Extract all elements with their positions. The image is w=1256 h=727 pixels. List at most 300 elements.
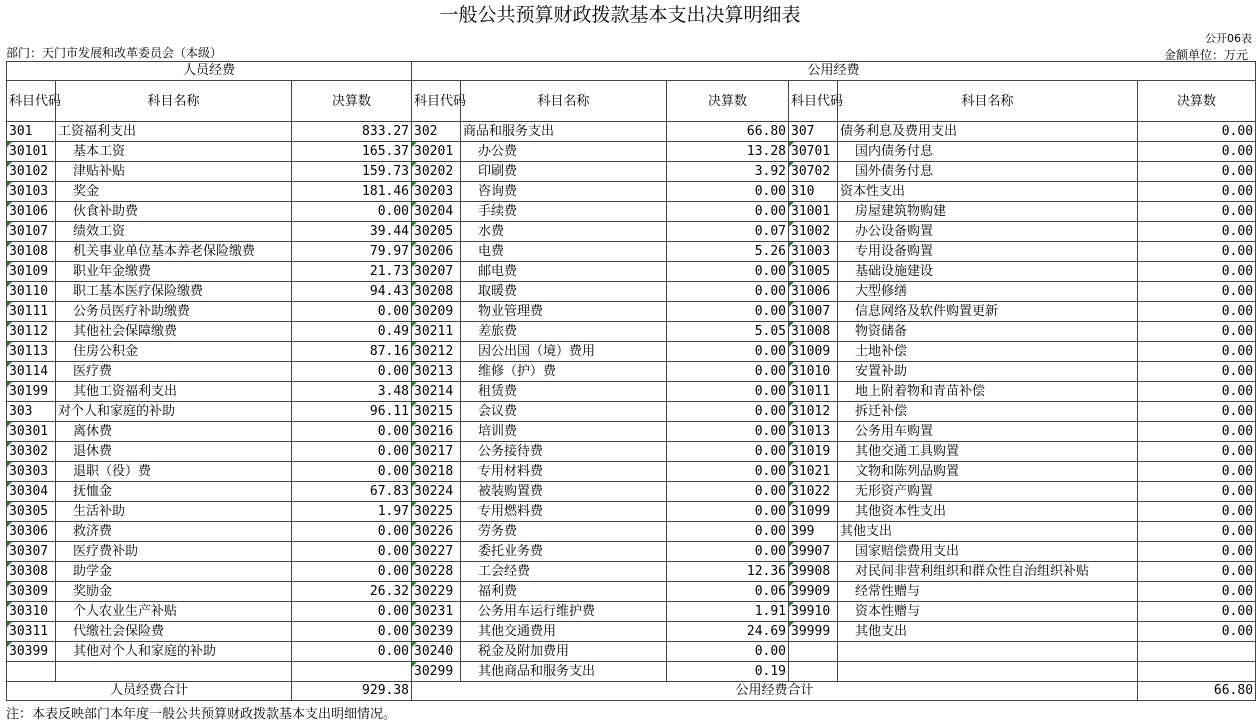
public-b-amount-cell: 0.00	[1138, 302, 1256, 322]
table-row	[7, 402, 1256, 422]
public-b-code-cell: 31001	[789, 202, 838, 222]
public-b-code-cell: 31012	[789, 402, 838, 422]
public-b-name-cell: 地上附着物和青苗补偿	[838, 382, 1138, 402]
personnel-code-cell: 30106	[7, 202, 56, 222]
table-row	[7, 522, 1256, 542]
public-b-amount-cell: 0.00	[1138, 482, 1256, 502]
table-row	[7, 122, 1256, 142]
public-a-amount-cell: 0.00	[667, 282, 789, 302]
personnel-code-cell: 30102	[7, 162, 56, 182]
public-b-code-cell: 310	[789, 182, 838, 202]
public-a-code-cell: 30209	[412, 302, 461, 322]
public-a-amount-cell: 0.07	[667, 222, 789, 242]
personnel-amount-cell: 165.37	[292, 142, 412, 162]
public-a-amount-cell: 0.00	[667, 462, 789, 482]
public-b-amount-cell: 0.00	[1138, 162, 1256, 182]
public-b-name-cell: 国外债务付息	[838, 162, 1138, 182]
public-a-amount-cell: 0.00	[667, 262, 789, 282]
public-a-name-cell: 取暖费	[461, 282, 667, 302]
public-a-name-cell: 福利费	[461, 582, 667, 602]
personnel-amount-cell: 39.44	[292, 222, 412, 242]
public-b-amount-cell: 0.00	[1138, 402, 1256, 422]
personnel-amount-cell: 79.97	[292, 242, 412, 262]
public-a-code-cell: 30226	[412, 522, 461, 542]
table-row	[7, 422, 1256, 442]
table-row	[7, 142, 1256, 162]
public-a-name-cell: 差旅费	[461, 322, 667, 342]
public-a-name-cell: 会议费	[461, 402, 667, 422]
public-a-code-cell: 30201	[412, 142, 461, 162]
public-b-name-cell: 土地补偿	[838, 342, 1138, 362]
personnel-code-cell: 30107	[7, 222, 56, 242]
public-a-code-cell: 30214	[412, 382, 461, 402]
public-b-amount-cell: 0.00	[1138, 382, 1256, 402]
table-row	[7, 382, 1256, 402]
public-b-amount-cell: 0.00	[1138, 462, 1256, 482]
public-a-amount-cell: 0.00	[667, 182, 789, 202]
personnel-code-cell: 30399	[7, 642, 56, 662]
public-b-name-cell: 大型修缮	[838, 282, 1138, 302]
col-code-header: 科目代码	[789, 81, 838, 122]
public-b-name-cell: 安置补助	[838, 362, 1138, 382]
public-b-name-cell: 国家赔偿费用支出	[838, 542, 1138, 562]
public-a-amount-cell: 0.00	[667, 402, 789, 422]
table-row	[7, 262, 1256, 282]
public-b-code-cell: 39909	[789, 582, 838, 602]
public-a-name-cell: 邮电费	[461, 262, 667, 282]
public-a-code-cell: 30299	[412, 662, 461, 682]
public-b-amount-cell: 0.00	[1138, 282, 1256, 302]
public-b-amount-cell: 0.00	[1138, 442, 1256, 462]
public-a-name-cell: 物业管理费	[461, 302, 667, 322]
personnel-amount-cell: 181.46	[292, 182, 412, 202]
public-a-amount-cell: 3.92	[667, 162, 789, 182]
table-row	[7, 542, 1256, 562]
public-a-amount-cell: 0.00	[667, 202, 789, 222]
table-row	[7, 582, 1256, 602]
public-a-code-cell: 30205	[412, 222, 461, 242]
public-b-name-cell: 其他交通工具购置	[838, 442, 1138, 462]
personnel-name-cell: 救济费	[56, 522, 292, 542]
personnel-total-value: 929.38	[292, 682, 412, 701]
public-b-code-cell: 31010	[789, 362, 838, 382]
table-body	[7, 62, 1256, 701]
personnel-amount-cell: 0.00	[292, 562, 412, 582]
public-b-name-cell: 公务用车购置	[838, 422, 1138, 442]
personnel-code-cell: 30199	[7, 382, 56, 402]
public-a-code-cell: 30202	[412, 162, 461, 182]
personnel-code-cell: 30303	[7, 462, 56, 482]
public-a-code-cell: 30204	[412, 202, 461, 222]
personnel-code-cell: 30302	[7, 442, 56, 462]
expenditure-table	[6, 61, 1256, 701]
public-a-code-cell: 30217	[412, 442, 461, 462]
personnel-code-cell: 30110	[7, 282, 56, 302]
public-b-amount-cell: 0.00	[1138, 182, 1256, 202]
personnel-amount-cell: 0.00	[292, 422, 412, 442]
personnel-name-cell: 工资福利支出	[56, 122, 292, 142]
personnel-name-cell: 奖金	[56, 182, 292, 202]
public-b-name-cell: 房屋建筑物购建	[838, 202, 1138, 222]
public-b-code-cell: 31021	[789, 462, 838, 482]
public-a-amount-cell: 0.00	[667, 422, 789, 442]
col-code-header: 科目代码	[412, 81, 461, 122]
personnel-name-cell: 抚恤金	[56, 482, 292, 502]
public-b-name-cell: 资本性赠与	[838, 602, 1138, 622]
public-a-code-cell: 30239	[412, 622, 461, 642]
public-a-amount-cell: 66.80	[667, 122, 789, 142]
public-a-name-cell: 公务用车运行维护费	[461, 602, 667, 622]
form-number: 公开06表	[1205, 32, 1252, 45]
personnel-total-label: 人员经费合计	[7, 682, 292, 701]
public-b-code-cell: 39999	[789, 622, 838, 642]
unit-label: 金额单位：万元	[1163, 48, 1248, 62]
public-a-amount-cell: 0.06	[667, 582, 789, 602]
personnel-name-cell: 其他社会保障缴费	[56, 322, 292, 342]
public-a-name-cell: 水费	[461, 222, 667, 242]
col-amount-header: 决算数	[292, 81, 412, 122]
public-b-amount-cell: 0.00	[1138, 542, 1256, 562]
public-b-name-cell: 文物和陈列品购置	[838, 462, 1138, 482]
page-title: 一般公共预算财政拨款基本支出决算明细表	[439, 4, 801, 26]
public-a-amount-cell: 24.69	[667, 622, 789, 642]
public-a-name-cell: 咨询费	[461, 182, 667, 202]
table-row	[7, 642, 1256, 662]
personnel-amount-cell: 21.73	[292, 262, 412, 282]
public-b-code-cell: 399	[789, 522, 838, 542]
public-b-code-cell: 31011	[789, 382, 838, 402]
public-a-name-cell: 商品和服务支出	[461, 122, 667, 142]
table-row	[7, 162, 1256, 182]
public-b-amount-cell: 0.00	[1138, 202, 1256, 222]
public-a-name-cell: 培训费	[461, 422, 667, 442]
personnel-code-cell: 30103	[7, 182, 56, 202]
public-b-name-cell: 拆迁补偿	[838, 402, 1138, 422]
public-a-amount-cell: 0.00	[667, 542, 789, 562]
public-b-name-cell: 基础设施建设	[838, 262, 1138, 282]
personnel-name-cell: 退职（役）费	[56, 462, 292, 482]
public-b-code-cell: 31005	[789, 262, 838, 282]
personnel-code-cell	[7, 662, 56, 682]
personnel-amount-cell: 94.43	[292, 282, 412, 302]
public-b-code-cell: 30702	[789, 162, 838, 182]
personnel-amount-cell: 26.32	[292, 582, 412, 602]
personnel-name-cell	[56, 662, 292, 682]
public-b-amount-cell: 0.00	[1138, 262, 1256, 282]
personnel-name-cell: 退休费	[56, 442, 292, 462]
public-a-name-cell: 委托业务费	[461, 542, 667, 562]
public-b-name-cell: 经常性赠与	[838, 582, 1138, 602]
personnel-amount-cell: 0.00	[292, 642, 412, 662]
public-a-name-cell: 维修（护）费	[461, 362, 667, 382]
personnel-name-cell: 其他工资福利支出	[56, 382, 292, 402]
public-b-code-cell	[789, 662, 838, 682]
table-row	[7, 442, 1256, 462]
personnel-code-cell: 30112	[7, 322, 56, 342]
personnel-header: 人员经费	[7, 62, 412, 81]
public-b-amount-cell: 0.00	[1138, 522, 1256, 542]
public-a-name-cell: 手续费	[461, 202, 667, 222]
public-a-name-cell: 办公费	[461, 142, 667, 162]
header-row-columns	[7, 81, 1256, 122]
personnel-code-cell: 303	[7, 402, 56, 422]
personnel-name-cell: 奖励金	[56, 582, 292, 602]
public-b-code-cell: 31008	[789, 322, 838, 342]
personnel-name-cell: 伙食补助费	[56, 202, 292, 222]
public-b-amount-cell: 0.00	[1138, 322, 1256, 342]
personnel-name-cell: 对个人和家庭的补助	[56, 402, 292, 422]
public-a-code-cell: 30231	[412, 602, 461, 622]
public-a-amount-cell: 0.00	[667, 362, 789, 382]
public-a-code-cell: 30213	[412, 362, 461, 382]
personnel-amount-cell: 159.73	[292, 162, 412, 182]
table-row	[7, 282, 1256, 302]
public-a-code-cell: 30212	[412, 342, 461, 362]
public-a-code-cell: 30215	[412, 402, 461, 422]
public-b-name-cell: 无形资产购置	[838, 482, 1138, 502]
personnel-code-cell: 30306	[7, 522, 56, 542]
public-b-code-cell: 307	[789, 122, 838, 142]
public-a-name-cell: 公务接待费	[461, 442, 667, 462]
personnel-code-cell: 30308	[7, 562, 56, 582]
public-b-amount-cell: 0.00	[1138, 582, 1256, 602]
personnel-amount-cell: 0.00	[292, 462, 412, 482]
public-b-code-cell: 39910	[789, 602, 838, 622]
personnel-code-cell: 30114	[7, 362, 56, 382]
personnel-name-cell: 住房公积金	[56, 342, 292, 362]
public-b-amount-cell: 0.00	[1138, 622, 1256, 642]
personnel-name-cell: 医疗费	[56, 362, 292, 382]
personnel-amount-cell: 1.97	[292, 502, 412, 522]
personnel-amount-cell: 0.00	[292, 622, 412, 642]
public-b-name-cell	[838, 662, 1138, 682]
public-b-amount-cell: 0.00	[1138, 602, 1256, 622]
table-row	[7, 622, 1256, 642]
public-a-amount-cell: 0.00	[667, 382, 789, 402]
personnel-code-cell: 30305	[7, 502, 56, 522]
public-b-name-cell: 对民间非营利组织和群众性自治组织补贴	[838, 562, 1138, 582]
public-b-name-cell: 债务利息及费用支出	[838, 122, 1138, 142]
public-b-name-cell: 其他资本性支出	[838, 502, 1138, 522]
personnel-code-cell: 30309	[7, 582, 56, 602]
public-a-name-cell: 专用材料费	[461, 462, 667, 482]
personnel-amount-cell: 0.00	[292, 442, 412, 462]
public-b-name-cell: 资本性支出	[838, 182, 1138, 202]
public-a-code-cell: 30240	[412, 642, 461, 662]
public-b-amount-cell: 0.00	[1138, 242, 1256, 262]
public-a-code-cell: 30227	[412, 542, 461, 562]
table-row	[7, 342, 1256, 362]
public-a-code-cell: 30206	[412, 242, 461, 262]
public-a-amount-cell: 0.00	[667, 642, 789, 662]
public-a-code-cell: 30228	[412, 562, 461, 582]
public-a-code-cell: 302	[412, 122, 461, 142]
public-a-code-cell: 30211	[412, 322, 461, 342]
personnel-code-cell: 30113	[7, 342, 56, 362]
public-a-amount-cell: 5.05	[667, 322, 789, 342]
personnel-name-cell: 职工基本医疗保险缴费	[56, 282, 292, 302]
public-b-name-cell: 其他支出	[838, 622, 1138, 642]
personnel-name-cell: 代缴社会保险费	[56, 622, 292, 642]
public-b-code-cell: 31099	[789, 502, 838, 522]
public-b-amount-cell: 0.00	[1138, 562, 1256, 582]
public-b-code-cell: 31009	[789, 342, 838, 362]
public-a-name-cell: 劳务费	[461, 522, 667, 542]
table-row	[7, 502, 1256, 522]
public-b-code-cell: 31006	[789, 282, 838, 302]
public-a-code-cell: 30229	[412, 582, 461, 602]
public-total-label: 公用经费合计	[412, 682, 1138, 701]
public-b-code-cell: 31002	[789, 222, 838, 242]
personnel-amount-cell: 0.00	[292, 362, 412, 382]
public-a-code-cell: 30224	[412, 482, 461, 502]
public-a-amount-cell: 0.19	[667, 662, 789, 682]
personnel-name-cell: 其他对个人和家庭的补助	[56, 642, 292, 662]
public-b-code-cell: 31007	[789, 302, 838, 322]
public-b-name-cell: 物资储备	[838, 322, 1138, 342]
public-a-name-cell: 租赁费	[461, 382, 667, 402]
public-b-name-cell: 其他支出	[838, 522, 1138, 542]
personnel-amount-cell: 67.83	[292, 482, 412, 502]
public-a-amount-cell: 12.36	[667, 562, 789, 582]
public-a-name-cell: 其他商品和服务支出	[461, 662, 667, 682]
personnel-name-cell: 医疗费补助	[56, 542, 292, 562]
personnel-name-cell: 绩效工资	[56, 222, 292, 242]
col-amount-header: 决算数	[667, 81, 789, 122]
personnel-code-cell: 30108	[7, 242, 56, 262]
public-b-code-cell: 39908	[789, 562, 838, 582]
public-a-name-cell: 工会经费	[461, 562, 667, 582]
table-row	[7, 482, 1256, 502]
public-b-code-cell: 39907	[789, 542, 838, 562]
table-row	[7, 242, 1256, 262]
totals-row	[7, 682, 1256, 701]
public-b-code-cell: 30701	[789, 142, 838, 162]
public-a-code-cell: 30203	[412, 182, 461, 202]
personnel-amount-cell: 0.49	[292, 322, 412, 342]
col-name-header: 科目名称	[461, 81, 667, 122]
personnel-name-cell: 津贴补贴	[56, 162, 292, 182]
public-b-amount-cell: 0.00	[1138, 122, 1256, 142]
personnel-code-cell: 30111	[7, 302, 56, 322]
personnel-code-cell: 30109	[7, 262, 56, 282]
public-b-name-cell: 国内债务付息	[838, 142, 1138, 162]
public-a-name-cell: 因公出国（境）费用	[461, 342, 667, 362]
table-row	[7, 302, 1256, 322]
table-row	[7, 222, 1256, 242]
col-code-header: 科目代码	[7, 81, 56, 122]
col-amount-header: 决算数	[1138, 81, 1256, 122]
public-b-name-cell	[838, 642, 1138, 662]
personnel-name-cell: 个人农业生产补贴	[56, 602, 292, 622]
personnel-code-cell: 30310	[7, 602, 56, 622]
public-b-amount-cell: 0.00	[1138, 362, 1256, 382]
public-a-code-cell: 30218	[412, 462, 461, 482]
public-b-name-cell: 专用设备购置	[838, 242, 1138, 262]
public-a-amount-cell: 0.00	[667, 302, 789, 322]
public-b-amount-cell: 0.00	[1138, 422, 1256, 442]
public-a-name-cell: 税金及附加费用	[461, 642, 667, 662]
public-a-code-cell: 30216	[412, 422, 461, 442]
personnel-name-cell: 机关事业单位基本养老保险缴费	[56, 242, 292, 262]
personnel-amount-cell: 0.00	[292, 602, 412, 622]
public-total-value: 66.80	[1138, 682, 1256, 701]
personnel-name-cell: 职业年金缴费	[56, 262, 292, 282]
public-a-name-cell: 印刷费	[461, 162, 667, 182]
public-a-amount-cell: 13.28	[667, 142, 789, 162]
personnel-code-cell: 30101	[7, 142, 56, 162]
public-b-amount-cell: 0.00	[1138, 342, 1256, 362]
personnel-amount-cell: 87.16	[292, 342, 412, 362]
public-b-amount-cell: 0.00	[1138, 502, 1256, 522]
public-b-code-cell: 31019	[789, 442, 838, 462]
public-b-code-cell: 31013	[789, 422, 838, 442]
public-a-amount-cell: 5.26	[667, 242, 789, 262]
public-a-amount-cell: 1.91	[667, 602, 789, 622]
public-a-name-cell: 被装购置费	[461, 482, 667, 502]
personnel-code-cell: 30307	[7, 542, 56, 562]
personnel-amount-cell: 0.00	[292, 542, 412, 562]
personnel-name-cell: 公务员医疗补助缴费	[56, 302, 292, 322]
col-name-header: 科目名称	[838, 81, 1138, 122]
personnel-code-cell: 30311	[7, 622, 56, 642]
public-a-name-cell: 电费	[461, 242, 667, 262]
public-a-name-cell: 其他交通费用	[461, 622, 667, 642]
public-a-amount-cell: 0.00	[667, 482, 789, 502]
table-row	[7, 462, 1256, 482]
public-b-amount-cell: 0.00	[1138, 222, 1256, 242]
public-b-amount-cell	[1138, 642, 1256, 662]
personnel-amount-cell	[292, 662, 412, 682]
personnel-name-cell: 生活补助	[56, 502, 292, 522]
public-b-code-cell: 31003	[789, 242, 838, 262]
public-a-code-cell: 30207	[412, 262, 461, 282]
public-a-amount-cell: 0.00	[667, 502, 789, 522]
personnel-amount-cell: 833.27	[292, 122, 412, 142]
personnel-code-cell: 30304	[7, 482, 56, 502]
public-a-code-cell: 30208	[412, 282, 461, 302]
public-b-name-cell: 办公设备购置	[838, 222, 1138, 242]
personnel-amount-cell: 0.00	[292, 522, 412, 542]
table-row	[7, 602, 1256, 622]
public-a-code-cell: 30225	[412, 502, 461, 522]
table-row	[7, 322, 1256, 342]
personnel-code-cell: 30301	[7, 422, 56, 442]
public-a-amount-cell: 0.00	[667, 522, 789, 542]
personnel-name-cell: 基本工资	[56, 142, 292, 162]
table-row	[7, 362, 1256, 382]
public-b-code-cell	[789, 642, 838, 662]
public-a-amount-cell: 0.00	[667, 442, 789, 462]
table-row	[7, 562, 1256, 582]
personnel-amount-cell: 0.00	[292, 302, 412, 322]
public-b-amount-cell: 0.00	[1138, 142, 1256, 162]
department-label: 部门：天门市发展和改革委员会（本级）	[6, 46, 223, 60]
public-b-name-cell: 信息网络及软件购置更新	[838, 302, 1138, 322]
personnel-amount-cell: 0.00	[292, 202, 412, 222]
public-header: 公用经费	[412, 62, 1256, 81]
personnel-name-cell: 离休费	[56, 422, 292, 442]
personnel-name-cell: 助学金	[56, 562, 292, 582]
col-name-header: 科目名称	[56, 81, 292, 122]
header-row-group	[7, 62, 1256, 81]
personnel-amount-cell: 96.11	[292, 402, 412, 422]
personnel-amount-cell: 3.48	[292, 382, 412, 402]
table-row	[7, 202, 1256, 222]
public-a-name-cell: 专用燃料费	[461, 502, 667, 522]
public-b-amount-cell	[1138, 662, 1256, 682]
table-row	[7, 182, 1256, 202]
